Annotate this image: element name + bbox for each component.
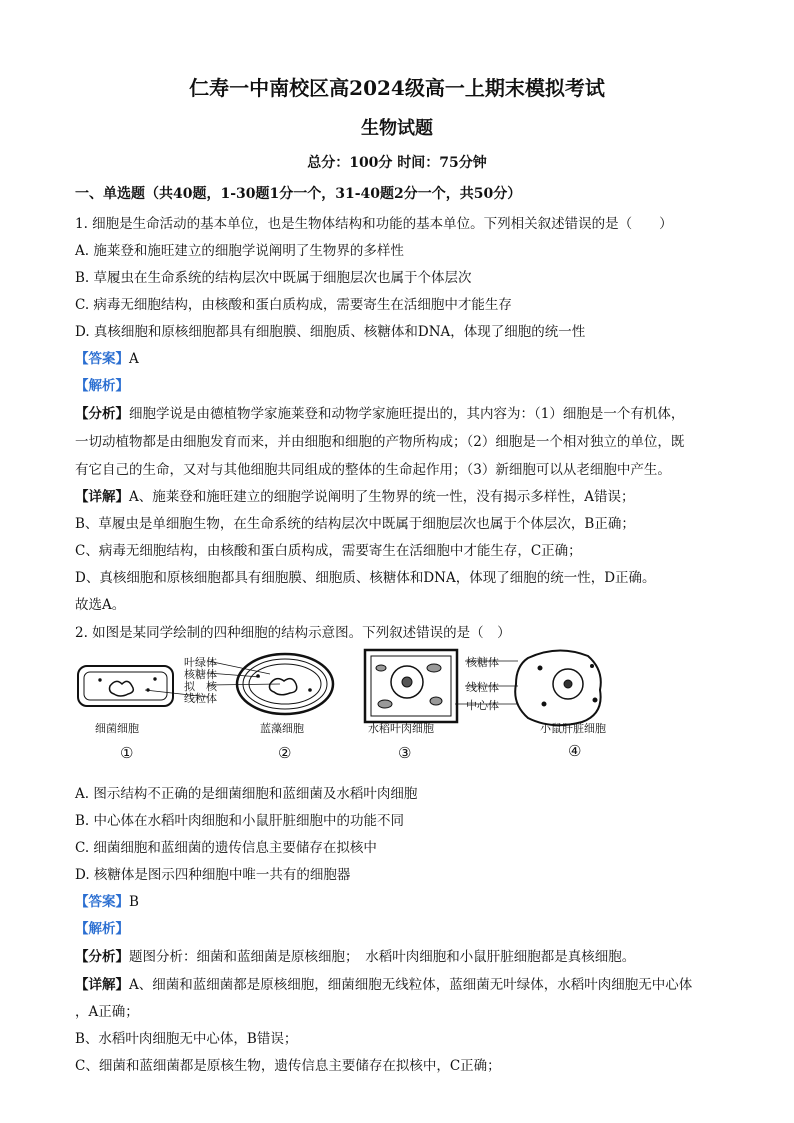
xj-text: A、施莱登和施旺建立的细胞学说阐明了生物界的统一性，没有揭示多样性，A错误； bbox=[129, 489, 635, 505]
answer-value: A bbox=[129, 351, 139, 367]
fx-tag: 【分析】 bbox=[75, 406, 129, 422]
q2-option-b: B. 中心体在水稻叶肉细胞和小鼠肝脏细胞中的功能不同 bbox=[75, 813, 405, 829]
cell-name-cyanobacteria: 蓝藻细胞 bbox=[260, 722, 304, 735]
q2-xj-2: B、水稻叶肉细胞无中心体，B错误； bbox=[75, 1031, 298, 1047]
q2-fx-1 bbox=[75, 945, 635, 965]
exam-title: 仁寿一中南校区高2024级高一上期末模拟考试 bbox=[189, 76, 605, 100]
q1-answer bbox=[75, 347, 139, 367]
q1-conclusion: 故选A。 bbox=[75, 597, 126, 613]
q1-option-c: C. 病毒无细胞结构，由核酸和蛋白质构成，需要寄生在活细胞中才能生存 bbox=[75, 297, 512, 313]
rice-cell-drawing bbox=[365, 650, 457, 722]
fx-tag: 【分析】 bbox=[75, 949, 129, 965]
label-centrosome: 中心体 bbox=[466, 699, 499, 712]
answer-tag: 【答案】 bbox=[75, 351, 129, 367]
q1-option-a: A. 施莱登和施旺建立的细胞学说阐明了生物界的多样性 bbox=[75, 243, 404, 259]
xj-tag: 【详解】 bbox=[75, 489, 129, 505]
xj-text: A、细菌和蓝细菌都是原核细胞，细菌细胞无线粒体，蓝细菌无叶绿体，水稻叶肉细胞无中心体 bbox=[129, 977, 693, 993]
q2-answer bbox=[75, 890, 139, 910]
q2-xj-1 bbox=[75, 973, 692, 993]
cell-diagrams bbox=[70, 646, 630, 766]
label-mitochondria-left: 线粒体 bbox=[184, 692, 217, 705]
q1-stem: 1. 细胞是生命活动的基本单位，也是生物体结构和功能的基本单位。下列相关叙述错误的是（ ） bbox=[75, 216, 673, 232]
q1-fx-2: 一切动植物都是由细胞发育而来，并由细胞和细胞的产物所构成；（2）细胞是一个相对独立的单位，既 bbox=[75, 434, 685, 450]
q2-option-a: A. 图示结构不正确的是细菌细胞和蓝细菌及水稻叶肉细胞 bbox=[75, 786, 418, 802]
label-ribosome-right: 核糖体 bbox=[466, 656, 499, 669]
answer-tag: 【答案】 bbox=[75, 894, 129, 910]
cell-name-liver: 小鼠肝脏细胞 bbox=[540, 722, 606, 735]
bacteria-cell-drawing bbox=[78, 666, 173, 706]
label-chloroplast: 叶绿体 bbox=[184, 656, 217, 669]
label-ribosome-left: 核糖体 bbox=[184, 668, 217, 681]
q2-xj-1b: ，A正确； bbox=[75, 1004, 139, 1020]
cell-number-4: ④ bbox=[568, 742, 582, 760]
cell-name-rice: 水稻叶肉细胞 bbox=[368, 722, 434, 735]
section-heading: 一、单选题（共40题，1-30题1分一个，31-40题2分一个，共50分） bbox=[75, 186, 522, 202]
q1-xj-1 bbox=[75, 485, 635, 505]
q2-option-c: C. 细菌细胞和蓝细菌的遗传信息主要储存在拟核中 bbox=[75, 840, 377, 856]
q2-xj-3: C、细菌和蓝细菌都是原核生物，遗传信息主要储存在拟核中，C正确； bbox=[75, 1058, 501, 1074]
liver-cell-drawing bbox=[515, 650, 601, 725]
cell-name-bacteria: 细菌细胞 bbox=[95, 722, 139, 735]
q1-option-d: D. 真核细胞和原核细胞都具有细胞膜、细胞质、核糖体和DNA，体现了细胞的统一性 bbox=[75, 324, 586, 340]
fx-text: 题图分析：细菌和蓝细菌是原核细胞； 水稻叶肉细胞和小鼠肝脏细胞都是真核细胞。 bbox=[129, 949, 636, 965]
q1-analysis-tag: 【解析】 bbox=[75, 378, 129, 394]
q2-option-d: D. 核糖体是图示四种细胞中唯一共有的细胞器 bbox=[75, 867, 351, 883]
exam-meta: 总分：100分 时间：75分钟 bbox=[307, 155, 487, 171]
q1-fx-3: 有它自己的生命，又对与其他细胞共同组成的整体的生命起作用；（3）新细胞可以从老细胞中产生。 bbox=[75, 462, 671, 478]
answer-value: B bbox=[129, 894, 139, 910]
q2-analysis-tag: 【解析】 bbox=[75, 921, 129, 937]
xj-tag: 【详解】 bbox=[75, 977, 129, 993]
q1-xj-2: B、草履虫是单细胞生物，在生命系统的结构层次中既属于细胞层次也属于个体层次，B正确； bbox=[75, 516, 635, 532]
q1-xj-3: C、病毒无细胞结构，由核酸和蛋白质构成，需要寄生在活细胞中才能生存，C正确； bbox=[75, 543, 582, 559]
q1-option-b: B. 草履虫在生命系统的结构层次中既属于细胞层次也属于个体层次 bbox=[75, 270, 472, 286]
cell-figure bbox=[70, 646, 630, 766]
cell-number-3: ③ bbox=[398, 744, 412, 762]
cell-number-1: ① bbox=[120, 744, 134, 762]
label-mitochondria-right: 线粒体 bbox=[466, 681, 499, 694]
fx-text: 细胞学说是由德植物学家施莱登和动物学家施旺提出的，其内容为：（1）细胞是一个有机体， bbox=[129, 406, 685, 422]
cell-number-2: ② bbox=[278, 744, 292, 762]
subject-title: 生物试题 bbox=[361, 118, 433, 139]
label-nucleoid: 拟 核 bbox=[184, 680, 217, 693]
q1-fx-1 bbox=[75, 402, 684, 422]
q1-xj-4: D、真核细胞和原核细胞都具有细胞膜、细胞质、核糖体和DNA，体现了细胞的统一性，D正确。 bbox=[75, 570, 656, 586]
q2-stem: 2. 如图是某同学绘制的四种细胞的结构示意图。下列叙述错误的是（ ） bbox=[75, 625, 511, 641]
